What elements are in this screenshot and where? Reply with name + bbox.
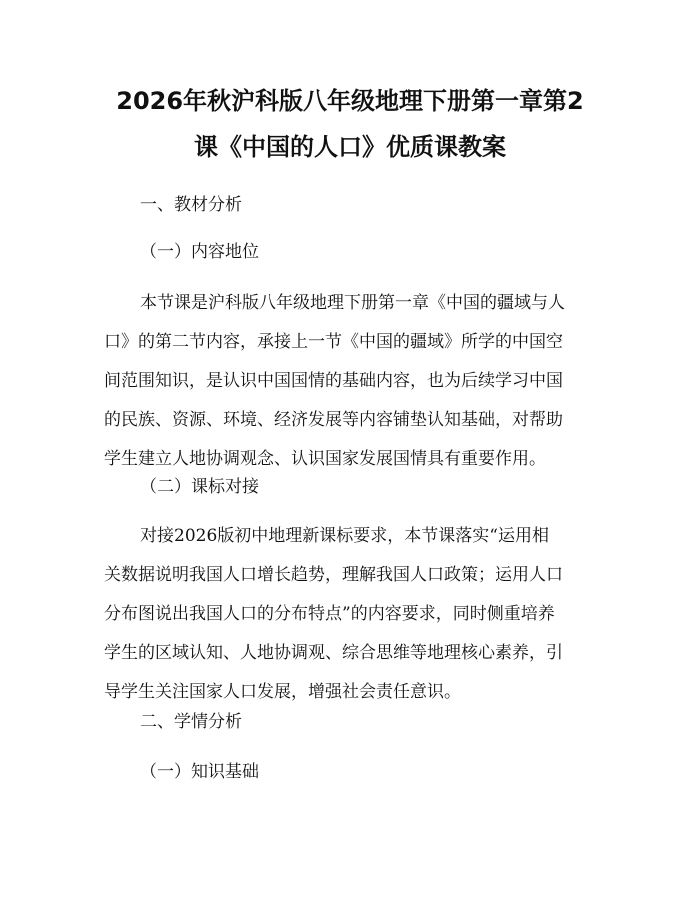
paragraph-line: 口》的第二节内容，承接上一节《中国的疆域》所学的中国空: [104, 332, 563, 352]
subsection-heading-knowledge-foundation: （一）知识基础: [140, 762, 259, 782]
document-title-line-2: 课《中国的人口》优质课教案: [194, 133, 506, 161]
section-heading-textbook-analysis: 一、教材分析: [140, 195, 242, 215]
document-title-line-1: 2026年秋沪科版八年级地理下册第一章第2: [116, 87, 584, 115]
paragraph-curriculum-alignment: [104, 517, 600, 712]
paragraph-line: 导学生关注国家人口发展，增强社会责任意识。: [104, 682, 461, 702]
paragraph-line: 关数据说明我国人口增长趋势，理解我国人口政策；运用人口: [104, 565, 563, 585]
paragraph-line: 学生的区域认知、人地协调观、综合思维等地理核心素养，引: [104, 643, 563, 663]
subsection-heading-content-position: （一）内容地位: [140, 242, 259, 262]
paragraph-line: 对接2026版初中地理新课标要求，本节课落实“运用相: [140, 526, 549, 546]
paragraph-line: 分布图说出我国人口的分布特点”的内容要求，同时侧重培养: [104, 604, 555, 624]
section-heading-learner-analysis: 二、学情分析: [140, 712, 242, 732]
paragraph-line: 的民族、资源、环境、经济发展等内容铺垫认知基础，对帮助: [104, 410, 563, 430]
paragraph-line: 学生建立人地协调观念、认识国家发展国情具有重要作用。: [104, 449, 546, 469]
paragraph-line: 间范围知识，是认识中国国情的基础内容，也为后续学习中国: [104, 371, 563, 391]
paragraph-line: 本节课是沪科版八年级地理下册第一章《中国的疆域与人: [140, 293, 565, 313]
paragraph-content-position: [104, 284, 600, 479]
subsection-heading-curriculum-alignment: （二）课标对接: [140, 477, 259, 497]
